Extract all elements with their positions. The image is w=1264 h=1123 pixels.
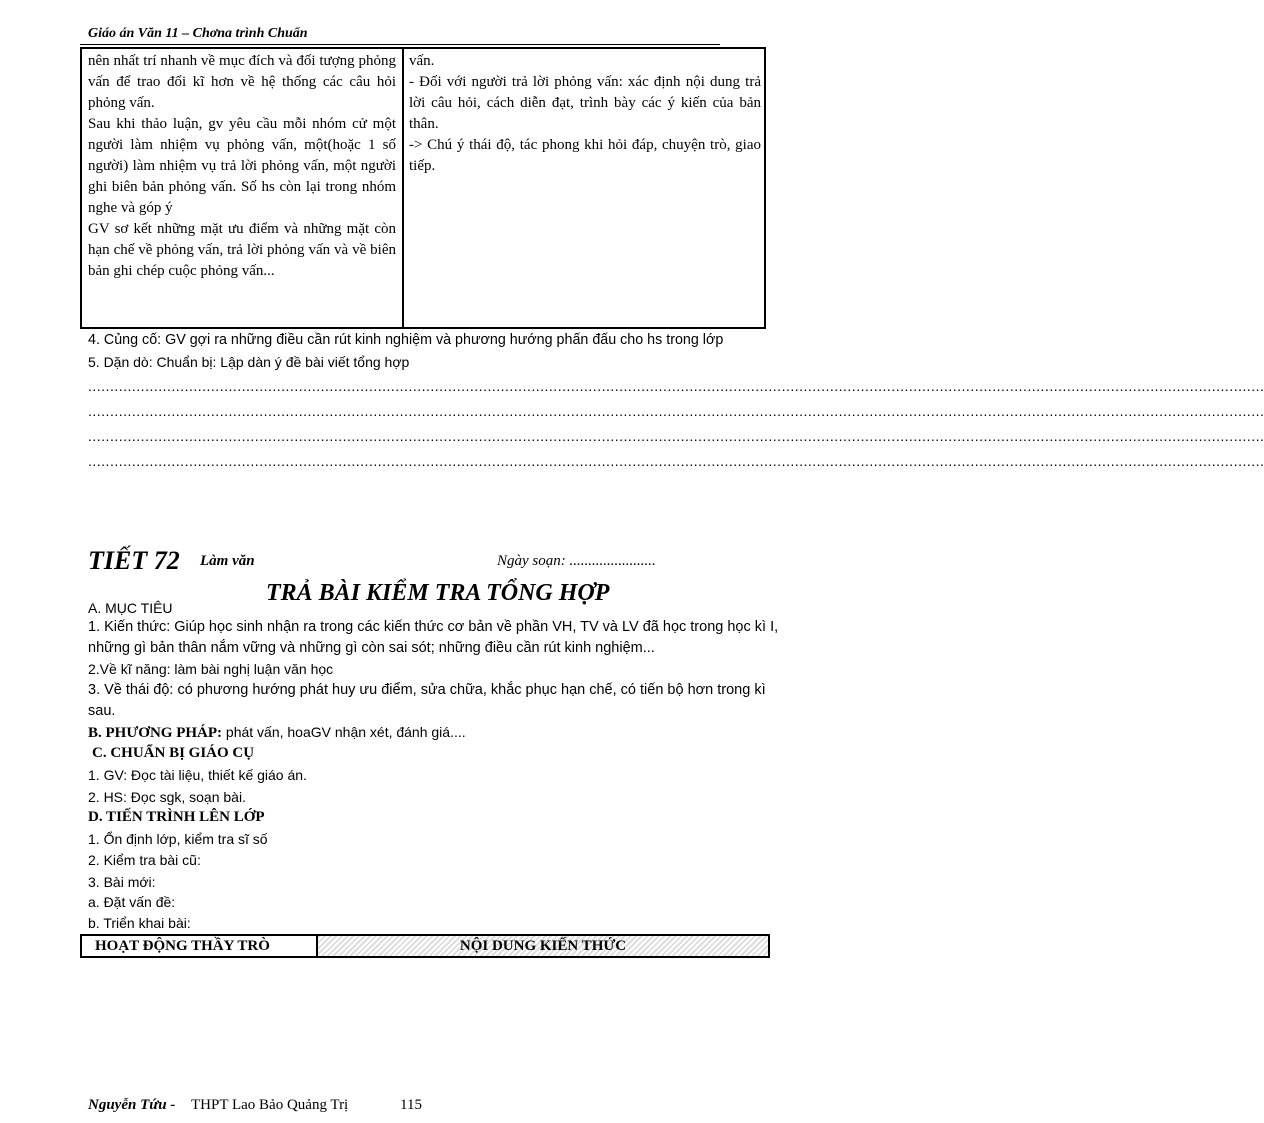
section-c-heading: C. CHUẨN BỊ GIÁO CỤ — [92, 745, 255, 761]
step-old-lesson: 2. Kiểm tra bài cũ: — [88, 852, 201, 868]
dan-do-line: 5. Dặn dò: Chuẩn bị: Lập dàn ý đề bài viết tổng hợp — [88, 354, 410, 370]
dotted-line-4: ............................................................................................................................................................................................................................................................................ — [88, 453, 1264, 469]
header-rule — [80, 44, 720, 45]
section-d-heading: D. TIẾN TRÌNH LÊN LỚP — [88, 809, 265, 825]
page-header: Giáo án Văn 11 – Chơna trình Chuẩn — [88, 26, 308, 41]
cung-co-line: 4. Củng cố: GV gợi ra những điều cần rút kinh nghiệm và phương hướng phấn đấu cho hs trong lớp — [88, 332, 724, 348]
dotted-line-2: ............................................................................................................................................................................................................................................................................ — [88, 403, 1264, 419]
left-paragraph-3: GV sơ kết những mặt ưu điểm và những mặt còn hạn chế về phỏng vấn, trả lời phỏng vấn và về biên bản ghi chép cuộc phỏng vấn... — [88, 221, 396, 279]
section-a-heading: A. MỤC TIÊU — [88, 600, 173, 616]
section-b-text: phát vấn, hoaGV nhận xét, đánh giá.... — [222, 724, 466, 740]
prep-teacher: 1. GV: Đọc tài liệu, thiết kế giáo án. — [88, 767, 307, 783]
prep-student: 2. HS: Đọc sgk, soạn bài. — [88, 789, 246, 805]
table-right-cell — [409, 51, 761, 177]
footer-author: Nguyễn Tứu - — [88, 1097, 176, 1113]
header-col-content: NỘI DUNG KIẾN THỨC — [318, 936, 768, 956]
table-divider — [402, 49, 404, 327]
left-paragraph-2: Sau khi thảo luận, gv yêu cầu mỗi nhóm cử một người làm nhiệm vụ phỏng vấn, một(hoặc 1 số người) làm nhiệm vụ trả lời phỏng vấn, một người ghi biên bản phỏng vấn. Số hs còn lại trong nhóm nghe và góp ý — [88, 116, 396, 216]
prep-date: Ngày soạn: ....................... — [497, 553, 656, 569]
left-paragraph-1: nên nhất trí nhanh về mục đích và đối tượng phỏng vấn để trao đổi kĩ hơn về hệ thống các câu hỏi phỏng vấn. — [88, 53, 396, 111]
objective-skill: 2.Về kĩ năng: làm bài nghị luận văn học — [88, 661, 334, 677]
step-new-lesson: 3. Bài mới: — [88, 874, 156, 890]
lesson-number: TIẾT 72 — [88, 546, 180, 575]
header-col-activities: HOẠT ĐỘNG THẦY TRÒ — [82, 936, 318, 956]
page-number: 115 — [400, 1097, 422, 1113]
lesson-kind: Làm văn — [200, 553, 255, 569]
objective-attitude: 3. Về thái độ: có phương hướng phát huy ưu điểm, sửa chữa, khắc phục hạn chế, có tiến bộ hơn trong kì sau. — [88, 682, 766, 719]
section-b — [88, 722, 796, 744]
footer-school: THPT Lao Bảo Quảng Trị — [191, 1097, 349, 1113]
step-class-order: 1. Ổn định lớp, kiểm tra sĩ số — [88, 831, 268, 847]
activity-table-header — [80, 934, 770, 958]
step-problem: a. Đặt vấn đề: — [88, 894, 176, 910]
lesson-title: TRẢ BÀI KIỂM TRA TỔNG HỢP — [266, 580, 610, 606]
right-paragraph-3: -> Chú ý thái độ, tác phong khi hỏi đáp, chuyện trò, giao tiếp. — [409, 137, 761, 174]
table-left-cell — [88, 51, 396, 282]
step-develop: b. Triển khai bài: — [88, 915, 191, 931]
dotted-line-1: ............................................................................................................................................................................................................................................................................ — [88, 378, 1264, 394]
lesson-table — [80, 47, 766, 329]
right-paragraph-1: vấn. — [409, 53, 435, 69]
right-paragraph-2: - Đối với người trả lời phỏng vấn: xác định nội dung trả lời câu hỏi, cách diễn đạt, trình bày các ý kiến của bản thân. — [409, 74, 761, 132]
objective-knowledge: 1. Kiến thức: Giúp học sinh nhận ra trong các kiến thức cơ bản về phần VH, TV và LV đã học trong học kì I, những gì bản thân nắm vững và những gì còn sai sót; những điều cần rút kinh nghiệm... — [88, 619, 779, 656]
section-b-heading: B. PHƯƠNG PHÁP: — [88, 725, 223, 741]
dotted-line-3: ............................................................................................................................................................................................................................................................................ — [88, 428, 1264, 444]
